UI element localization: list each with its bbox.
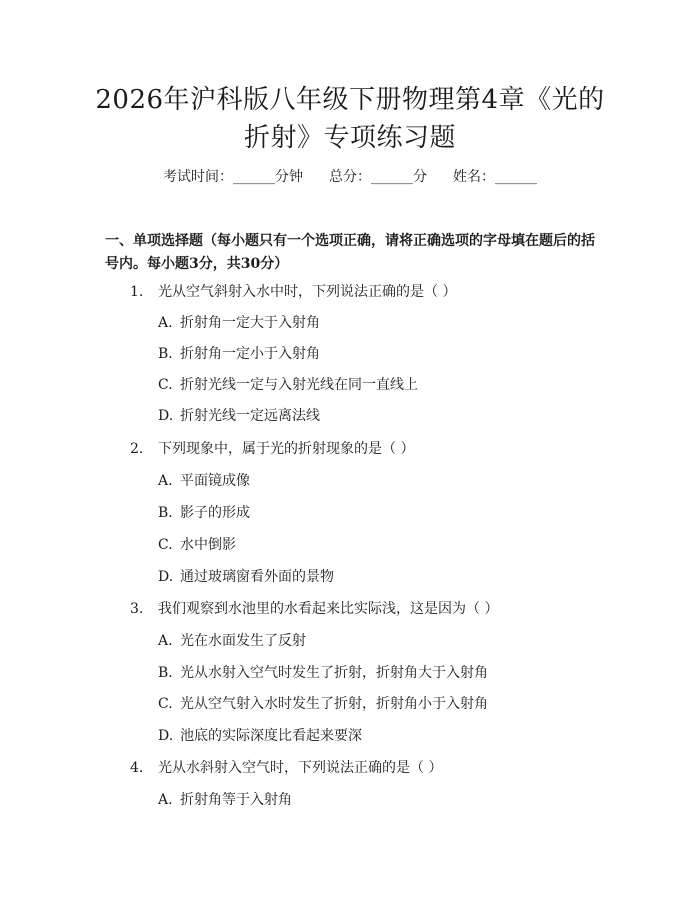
question-3	[130, 599, 498, 619]
question-3-option-d	[158, 726, 362, 746]
question-2-option-c	[158, 535, 236, 555]
option-text: 折射角等于入射角	[180, 792, 292, 808]
option-text: 光在水面发生了反射	[180, 633, 306, 649]
option-letter: C.	[158, 696, 173, 712]
question-2-option-d	[158, 567, 334, 587]
option-letter: B.	[158, 505, 173, 521]
option-text: 折射光线一定与入射光线在同一直线上	[180, 377, 418, 393]
question-stem: 光从空气斜射入水中时，下列说法正确的是（ ）	[158, 284, 457, 300]
question-number: 2.	[130, 441, 144, 457]
question-stem: 光从水斜射入空气时，下列说法正确的是（ ）	[158, 760, 443, 776]
question-1-option-a	[158, 313, 320, 333]
question-stem: 下列现象中，属于光的折射现象的是（ ）	[158, 441, 415, 457]
exam-info-line	[0, 166, 700, 188]
question-3-option-b	[158, 663, 488, 683]
total-score-field: 总分：______分	[329, 169, 427, 185]
option-text: 光从水射入空气时发生了折射，折射角大于入射角	[180, 665, 488, 681]
question-1-option-b	[158, 344, 320, 364]
student-name-field: 姓名：______	[453, 169, 537, 185]
page-title-line-2: 折射》专项练习题	[243, 123, 456, 153]
option-text: 平面镜成像	[180, 473, 250, 489]
question-1	[130, 282, 456, 302]
option-text: 折射光线一定远离法线	[180, 408, 320, 424]
option-letter: A.	[158, 792, 173, 808]
option-text: 影子的形成	[180, 505, 250, 521]
question-2-option-a	[158, 471, 250, 491]
question-stem: 我们观察到水池里的水看起来比实际浅，这是因为（ ）	[158, 601, 499, 617]
option-letter: A.	[158, 633, 173, 649]
option-letter: A.	[158, 473, 173, 489]
question-2	[130, 439, 414, 459]
option-text: 水中倒影	[180, 537, 236, 553]
page-title-line-1: 2026年沪科版八年级下册物理第4章《光的	[95, 85, 605, 115]
option-text: 通过玻璃窗看外面的景物	[180, 569, 334, 585]
question-4	[130, 758, 442, 778]
option-text: 光从空气射入水时发生了折射，折射角小于入射角	[180, 696, 488, 712]
question-3-option-c	[158, 694, 488, 714]
question-1-option-d	[158, 406, 320, 426]
option-letter: B.	[158, 665, 173, 681]
option-text: 折射角一定小于入射角	[180, 346, 320, 362]
question-4-option-a	[158, 790, 292, 810]
option-letter: B.	[158, 346, 173, 362]
option-letter: C.	[158, 377, 173, 393]
option-letter: A.	[158, 315, 173, 331]
option-text: 池底的实际深度比看起来要深	[180, 728, 362, 744]
option-letter: D.	[158, 408, 174, 424]
question-number: 4.	[130, 760, 144, 776]
section-heading-single-choice: 一、单项选择题（每小题只有一个选项正确，请将正确选项的字母填在题后的括号内。每小题3分，共30分）	[105, 233, 595, 272]
option-text: 折射角一定大于入射角	[180, 315, 320, 331]
option-letter: D.	[158, 728, 174, 744]
question-3-option-a	[158, 631, 306, 651]
option-letter: D.	[158, 569, 174, 585]
question-number: 3.	[130, 601, 144, 617]
option-letter: C.	[158, 537, 173, 553]
question-2-option-b	[158, 503, 250, 523]
question-number: 1.	[130, 284, 144, 300]
exam-time-field: 考试时间：______分钟	[163, 169, 303, 185]
question-1-option-c	[158, 375, 418, 395]
